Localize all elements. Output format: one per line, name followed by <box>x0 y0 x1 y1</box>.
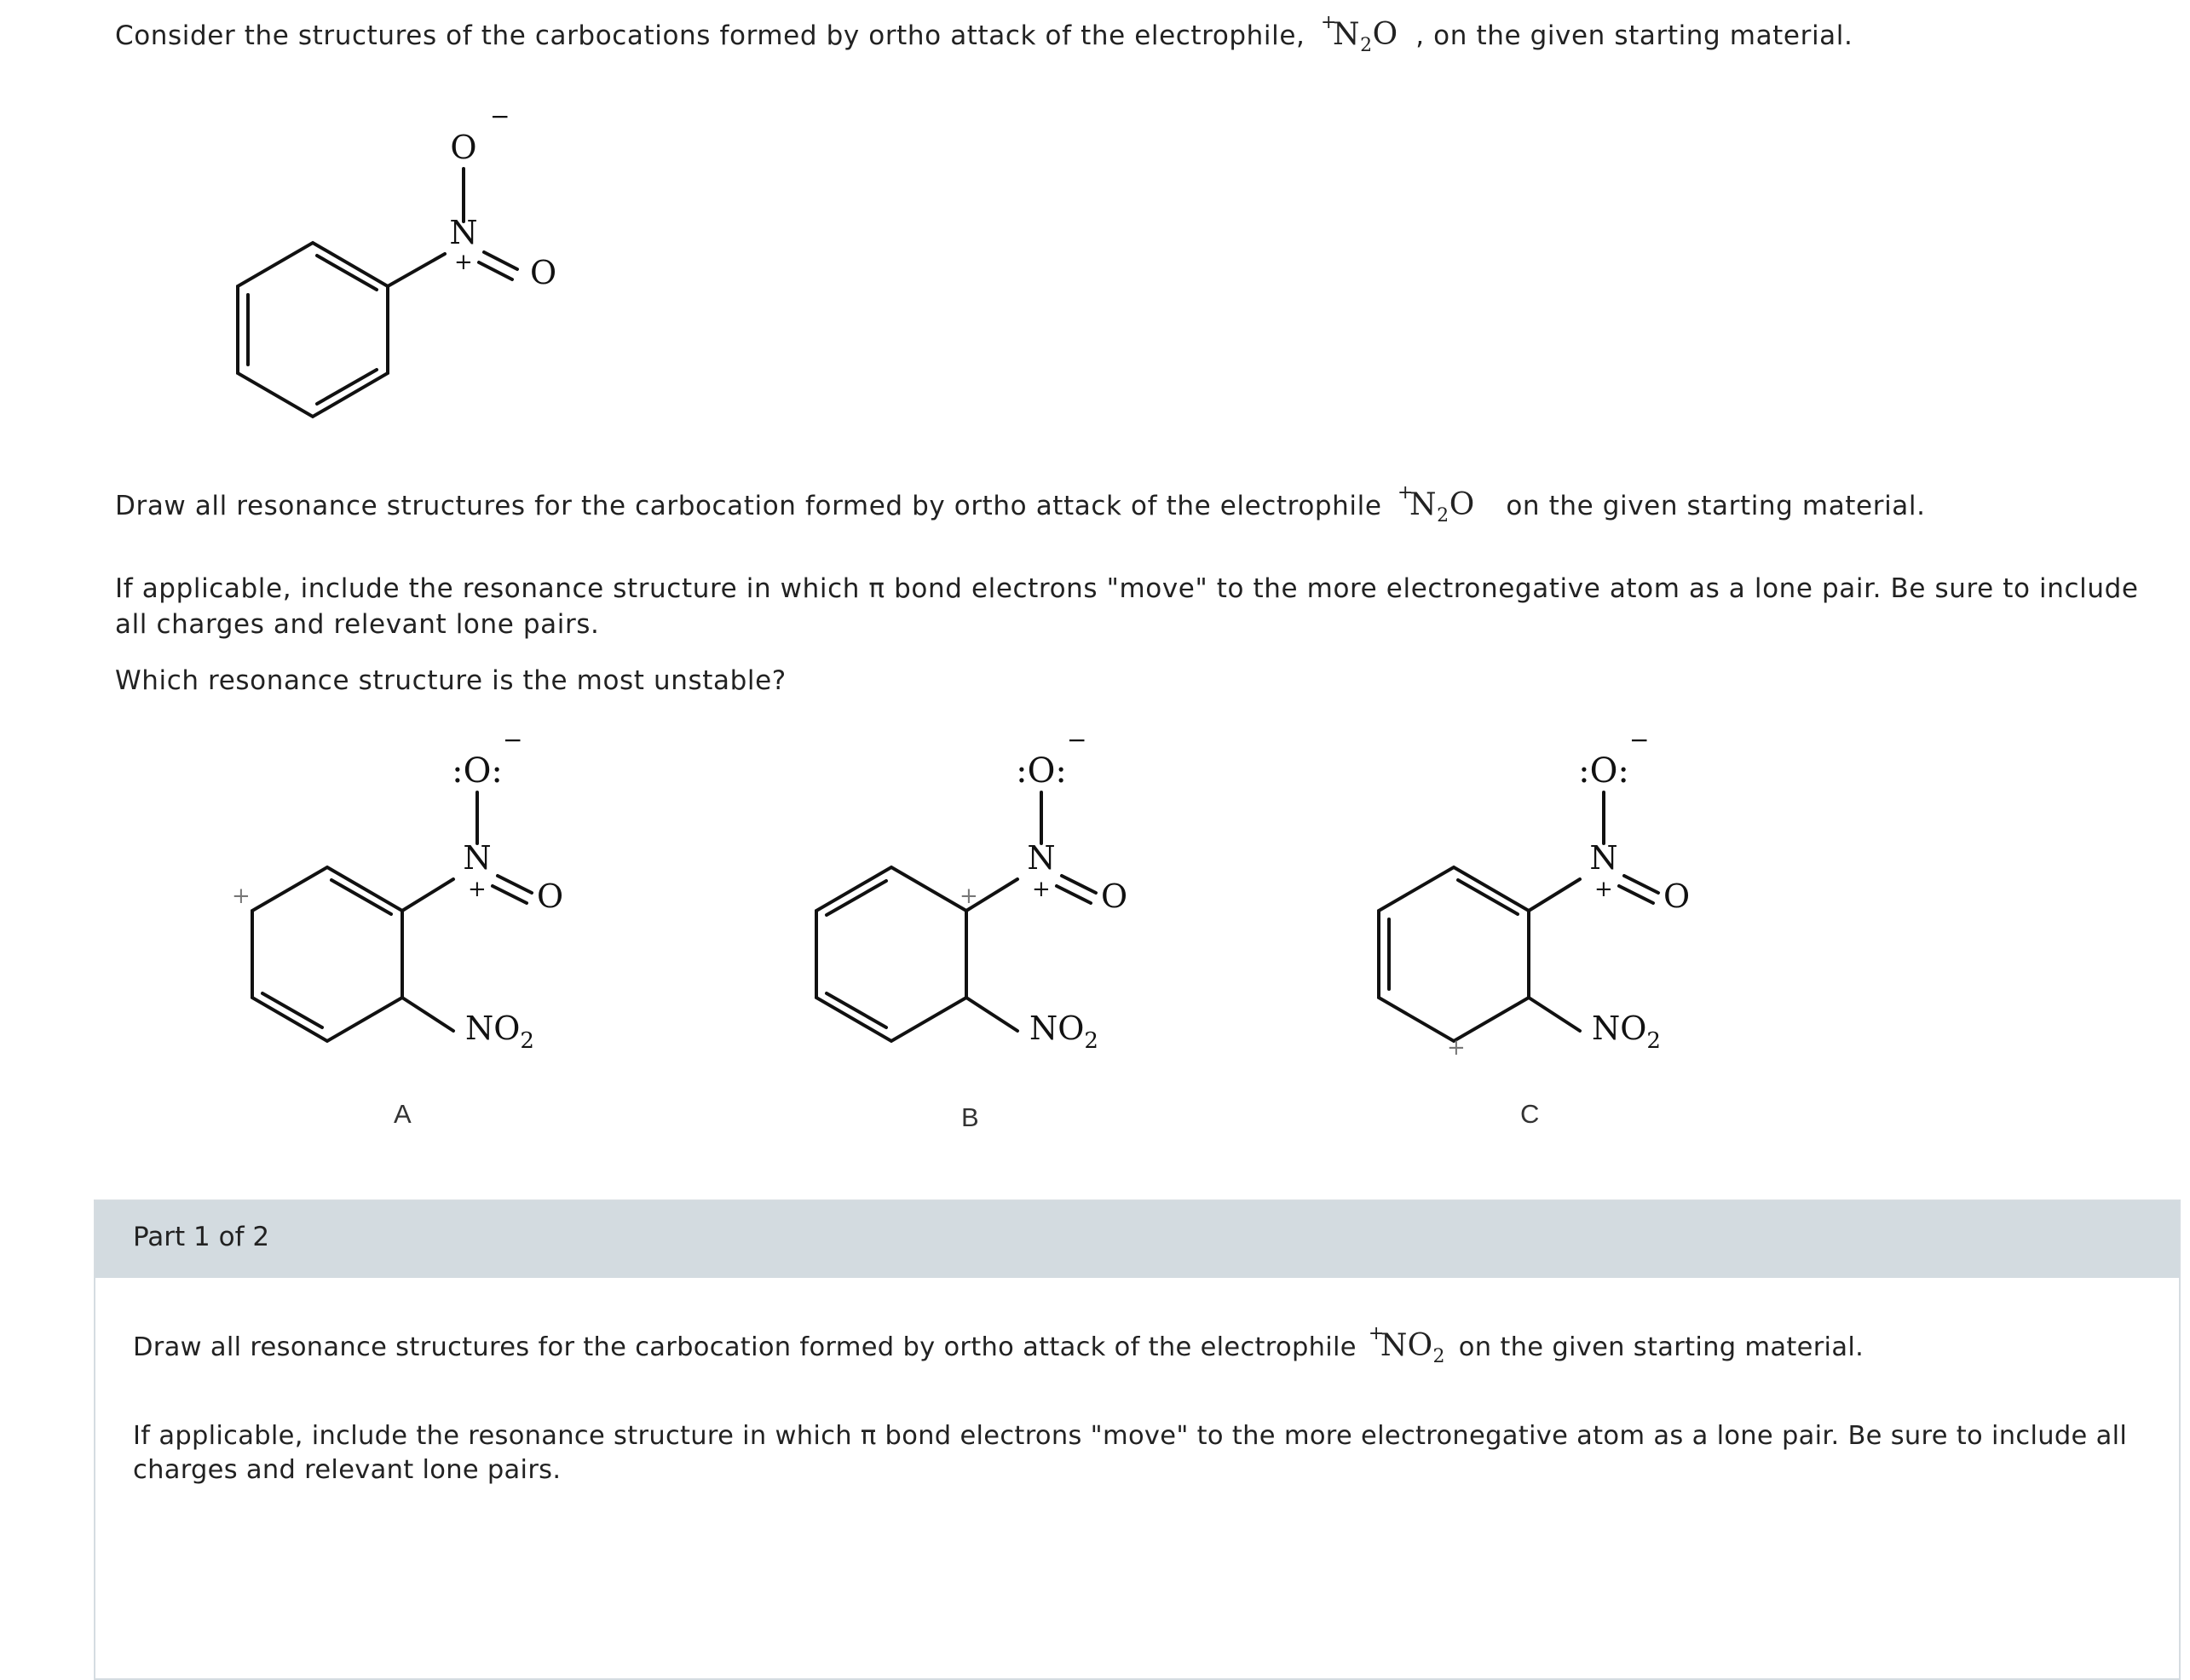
draw-before: Draw all resonance structures for the carbocation formed by ortho attack of the electrophile <box>115 491 1382 521</box>
electrophile-formula <box>1320 12 1398 64</box>
formula-o: O <box>1372 17 1398 52</box>
formula-sub: 2 <box>1437 505 1449 527</box>
o-right-label: O <box>1663 877 1691 915</box>
formula-no: NO <box>1380 1328 1433 1363</box>
ring <box>1379 867 1529 1041</box>
formula-charge: + <box>1398 482 1415 503</box>
o-right-label: O <box>537 877 564 915</box>
intro-text <box>115 12 1853 64</box>
charge-minus: − <box>503 733 523 754</box>
structure-label-c: C <box>1520 1099 1540 1129</box>
atom-o-right: O <box>530 254 557 291</box>
formula-sub: 2 <box>1360 35 1373 57</box>
charge-minus: − <box>1629 733 1650 754</box>
o-right-label: O <box>1101 877 1128 915</box>
n-label: N <box>463 839 492 877</box>
part-header <box>95 1201 2179 1278</box>
intro-after: , on the given starting material. <box>1415 20 1853 51</box>
structure-label-a: A <box>394 1099 412 1129</box>
part-panel <box>94 1200 2181 1680</box>
electrophile-formula-3 <box>1368 1323 1445 1374</box>
formula-sub: 2 <box>1432 1346 1445 1368</box>
formula-n: N <box>1409 487 1438 522</box>
question-text: Which resonance structure is the most unstable? <box>115 665 787 696</box>
charge-minus: − <box>490 102 510 130</box>
formula-charge: + <box>1320 12 1337 33</box>
o-top-label: :O: <box>1578 751 1629 791</box>
part-applicable-text: If applicable, include the resonance structure in which π bond electrons "move" to the more electronegative atom as a lone pair. Be sure to include all charges and relevant lone pairs. <box>133 1421 2128 1485</box>
ring-charge-plus: + <box>960 883 978 909</box>
c-n-bond <box>402 879 453 911</box>
charge-minus: − <box>1067 733 1087 754</box>
structure-c <box>1340 733 1740 1090</box>
no2-label: $NO_2$ <box>1592 1010 1661 1054</box>
no2-label: $NO_2$ <box>465 1010 534 1054</box>
no2-label: $NO_2$ <box>1029 1010 1098 1054</box>
c-no2-bond <box>1529 998 1580 1031</box>
charge-plus: + <box>1032 877 1051 902</box>
o-top-label: :O: <box>452 751 503 791</box>
draw-after: on the given starting material. <box>1506 491 1926 521</box>
atom-o-top: O <box>450 129 477 166</box>
charge-plus: + <box>468 877 487 902</box>
benzene-ring <box>238 243 388 417</box>
applicable-text: If applicable, include the resonance structure in which π bond electrons "move" to the more electronegative atom as a lone pair. Be sure to include all charges and relevant lone pairs. <box>115 573 2139 640</box>
charge-plus: + <box>1594 877 1613 902</box>
o-top-label: :O: <box>1016 751 1067 791</box>
ring-charge-plus: + <box>232 883 251 909</box>
starting-material-structure <box>213 102 596 434</box>
c-n-bond <box>388 254 445 286</box>
ring-charge-plus: + <box>1447 1035 1466 1061</box>
c-no2-bond <box>966 998 1017 1031</box>
ring <box>252 867 402 1041</box>
c-n-bond <box>1529 879 1580 911</box>
atom-n: N <box>449 214 478 251</box>
c-no2-bond <box>402 998 453 1031</box>
draw-instruction <box>115 482 1926 534</box>
part-instruction-after: on the given starting material. <box>1458 1332 1864 1362</box>
formula-o: O <box>1449 487 1475 522</box>
formula-charge: + <box>1368 1323 1385 1344</box>
structure-label-b: B <box>961 1102 979 1132</box>
ring <box>816 867 966 1041</box>
structure-a <box>213 733 614 1090</box>
structure-b <box>777 733 1178 1090</box>
intro-before: Consider the structures of the carbocations formed by ortho attack of the electrophile, <box>115 20 1305 51</box>
charge-plus: + <box>454 250 473 275</box>
part-title: Part 1 of 2 <box>133 1222 270 1252</box>
formula-n: N <box>1332 17 1361 52</box>
part-instruction <box>133 1323 2144 1374</box>
part-instruction-before: Draw all resonance structures for the carbocation formed by ortho attack of the electrophile <box>133 1332 1357 1362</box>
n-label: N <box>1027 839 1056 877</box>
electrophile-formula-2 <box>1398 482 1475 534</box>
n-label: N <box>1589 839 1618 877</box>
